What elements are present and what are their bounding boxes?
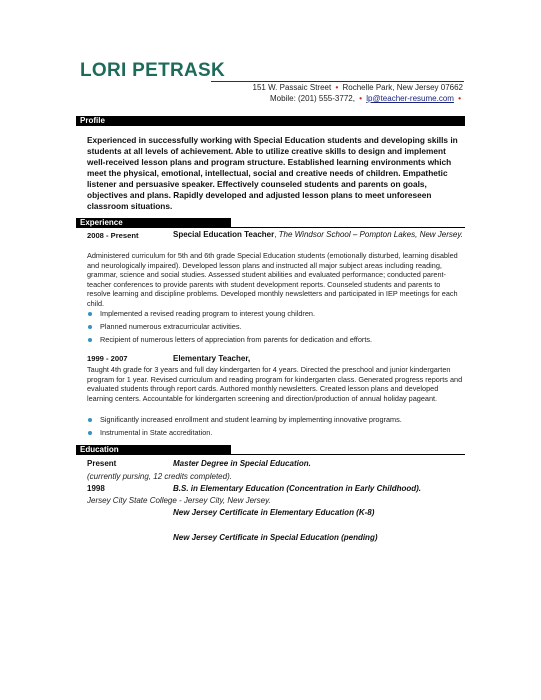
- city-state: Rochelle Park, New Jersey 07662: [342, 83, 463, 92]
- education-certificate: New Jersey Certificate in Special Education (pending): [173, 533, 378, 542]
- job-title: [173, 353, 465, 364]
- section-title: Profile: [80, 116, 105, 125]
- job-dates: 2008 - Present: [87, 231, 139, 240]
- section-rule: [231, 227, 465, 228]
- profile-section-header: [76, 116, 465, 126]
- education-date: Present: [87, 459, 117, 468]
- education-certificate: New Jersey Certificate in Elementary Education (K-8): [173, 508, 375, 517]
- job-achievements: [86, 309, 464, 348]
- list-item: Significantly increased enrollment and student learning by implementing innovative programs.: [86, 415, 464, 424]
- mobile-number: Mobile: (201) 555-3772,: [270, 94, 355, 103]
- header-divider: [211, 81, 464, 82]
- list-item: Planned numerous extracurricular activities.: [86, 322, 464, 331]
- education-section-header: [76, 445, 231, 455]
- separator-dot: •: [335, 83, 339, 92]
- job-role: Elementary Teacher,: [173, 354, 251, 363]
- job-title: Special Education Teacher, The Windsor School – Pompton Lakes, New Jersey.: [173, 230, 463, 239]
- education-note: (currently pursing, 12 credits completed).: [87, 472, 232, 481]
- list-item: Instrumental in State accreditation.: [86, 428, 464, 437]
- job-description: Taught 4th grade for 3 years and full day kindergarten for 4 years. Directed the preschool and junior kindergarten program for 1 year. Revised curriculum and reading program for kindergarten class. Generated progress reports and evaluated students through report cards. Authored monthly newsletters. Created lesson plans and developed learning centers. Accountable for kindergarten screening and direction/production of annual holiday pageant.: [87, 365, 463, 403]
- job-role: Special Education Teacher: [173, 230, 275, 239]
- experience-section-header: [76, 218, 231, 228]
- profile-summary: Experienced in successfully working with Special Education students and developing skills in students at all levels of achievement. Able to utilize creative skills to design and implement well-received lesson plans and program structure. Established learning environments which meet the physical, emotional, intellectual, social and creative needs of children. Empathetic listener and persuasive speaker. Effectively counseled students and parents on goals, objectives and plans. Rapidly developed and adjusted lesson plans to meet unforeseen classroom situations.: [87, 135, 458, 211]
- education-degree: B.S. in Elementary Education (Concentration in Early Childhood).: [173, 484, 422, 493]
- contact-address: [253, 83, 464, 92]
- education-date: 1998: [87, 484, 105, 493]
- email-link[interactable]: lp@teacher-resume.com: [366, 94, 454, 103]
- job-employer: The Windsor School – Pompton Lakes, New Jersey.: [278, 230, 463, 239]
- job-achievements: [86, 415, 464, 441]
- education-degree: Master Degree in Special Education.: [173, 459, 311, 468]
- list-item: Implemented a revised reading program to interest young children.: [86, 309, 464, 318]
- job-dates: 1999 - 2007: [87, 354, 128, 363]
- section-title: Experience: [80, 218, 123, 227]
- candidate-name: LORI PETRASK: [80, 60, 226, 81]
- street-address: 151 W. Passaic Street: [252, 83, 332, 92]
- section-title: Education: [80, 445, 119, 454]
- separator-dot: •: [458, 94, 461, 103]
- job-description: Administered curriculum for 5th and 6th grade Special Education students (emotionally disturbed, learning disabled and neurologically impaired). Developed lesson plans and instructed all major subject areas including reading, grammar, science and social studies. Assessed student abilities and evaluated performance; conducted parent-teacher conferences to provide parents with student development reports. Counseled students and parents to resolve learning and discipline problems. Developed monthly newsletters and participated in IEP meetings for each child.: [87, 251, 458, 308]
- education-note: Jersey City State College - Jersey City, New Jersey.: [87, 496, 271, 505]
- section-rule: [231, 454, 465, 455]
- separator-dot: •: [359, 94, 362, 103]
- list-item: Recipient of numerous letters of appreciation from parents for dedication and efforts.: [86, 335, 464, 344]
- contact-phone-email: [270, 94, 463, 103]
